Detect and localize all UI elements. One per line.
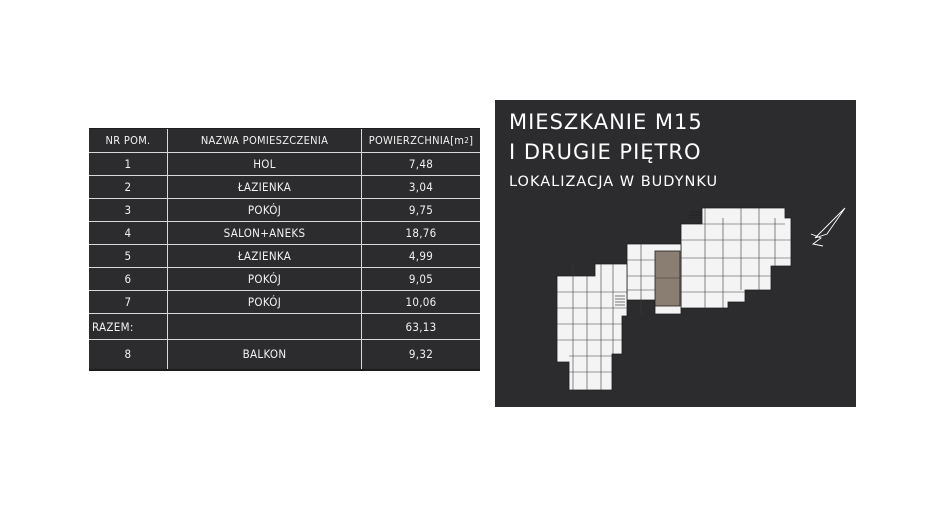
row-nr: 1 (124, 157, 132, 171)
row-area: 7,48 (408, 157, 434, 171)
row-area: 3,04 (408, 180, 434, 194)
row-area: 18,76 (405, 226, 437, 240)
row-nr: 3 (124, 203, 132, 217)
row-name: POKÓJ (247, 272, 282, 286)
row-name: ŁAZIENKA (237, 180, 292, 194)
row-area: 10,06 (405, 295, 437, 309)
row-name: BALKON (242, 346, 287, 361)
row-name: HOL (253, 157, 276, 171)
room-area-table (89, 128, 480, 371)
row-area: 9,32 (408, 346, 434, 361)
row-name: SALON+ANEKS (223, 226, 306, 240)
row-name: POKÓJ (247, 203, 282, 217)
row-nr: 8 (124, 346, 132, 361)
panel-subtitle: LOKALIZACJA W BUDYNKU (509, 174, 719, 190)
row-nr: 4 (124, 226, 132, 240)
row-area: 9,75 (408, 203, 434, 217)
total-label: RAZEM: (92, 319, 134, 334)
header-name: NAZWA POMIESZCZENIA (200, 134, 329, 147)
location-panel (495, 100, 856, 407)
row-nr: 2 (124, 180, 132, 194)
header-nr: NR POM. (105, 134, 151, 147)
row-nr: 5 (124, 249, 132, 263)
row-area: 4,99 (408, 249, 434, 263)
total-area: 63,13 (405, 319, 437, 334)
header-area: POWIERZCHNIA[m 2 ] (368, 134, 474, 147)
row-nr: 7 (124, 295, 132, 309)
row-nr: 6 (124, 272, 132, 286)
row-name: ŁAZIENKA (237, 249, 292, 263)
floor-title: I DRUGIE PIĘTRO (509, 140, 702, 164)
row-area: 9,05 (408, 272, 434, 286)
apartment-title: MIESZKANIE M15 (509, 110, 703, 134)
highlighted-apartment (655, 251, 680, 306)
row-name: POKÓJ (247, 295, 282, 309)
north-arrow-icon (811, 208, 845, 246)
